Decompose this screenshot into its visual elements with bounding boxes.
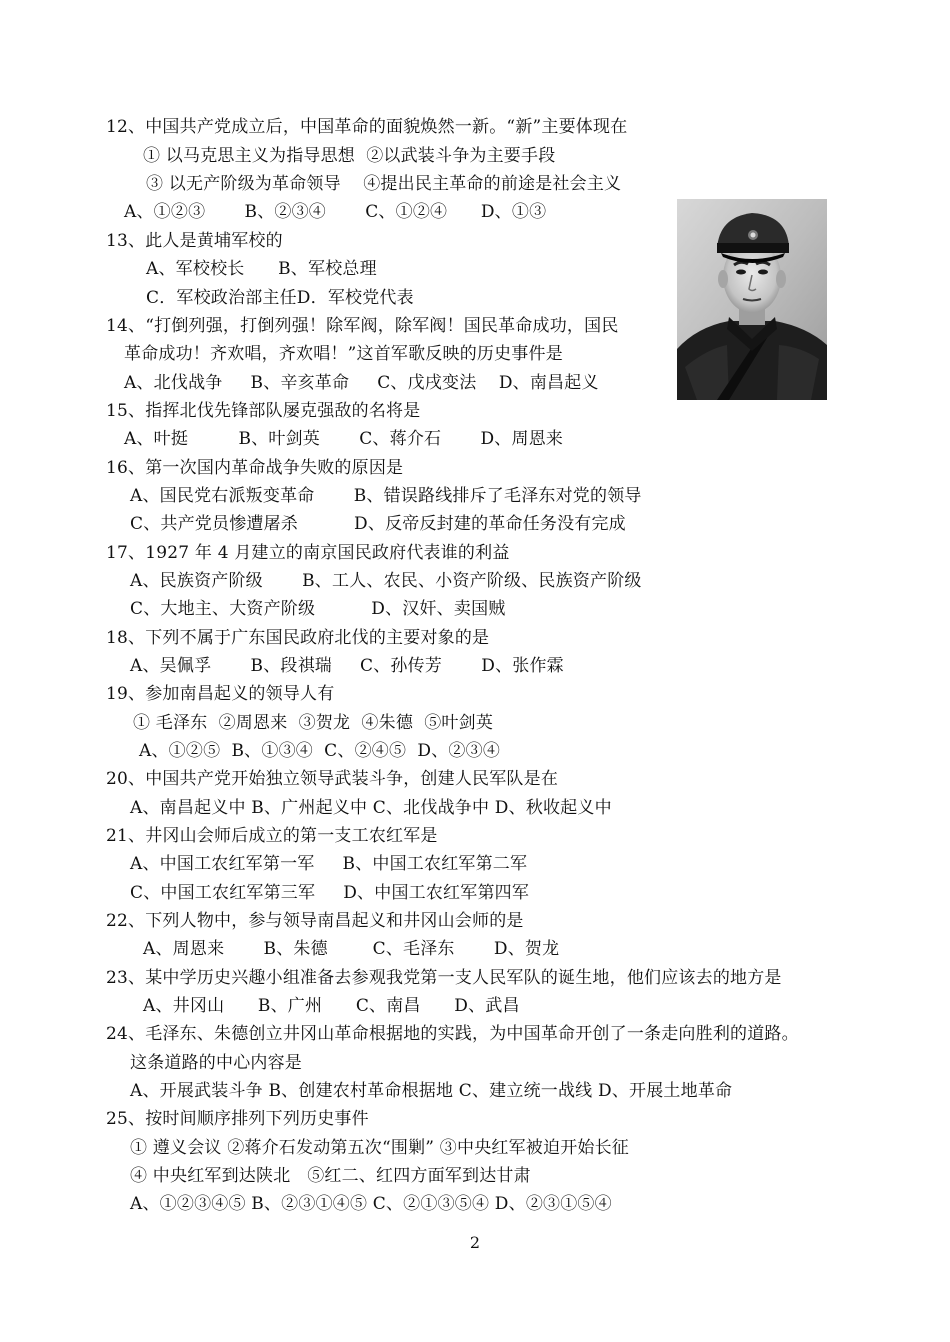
q22-options: A、周恩来 B、朱德 C、毛泽东 D、贺龙 bbox=[143, 939, 560, 959]
q18-options: A、吴佩孚 B、段祺瑞 C、孙传芳 D、张作霖 bbox=[130, 656, 564, 676]
q13-stem: 13、此人是黄埔军校的 bbox=[106, 231, 283, 251]
q15-stem: 15、指挥北伐先锋部队屡克强敌的名将是 bbox=[106, 401, 421, 421]
q16-options-cd: C、共产党员惨遭屠杀 D、反帝反封建的革命任务没有完成 bbox=[130, 514, 626, 534]
q14-stem-line2: 革命成功！齐欢唱，齐欢唱！”这首军歌反映的历史事件是 bbox=[124, 344, 563, 364]
page-number: 2 bbox=[469, 1233, 481, 1252]
q12-options: A、①②③ B、②③④ C、①②④ D、①③ bbox=[124, 202, 547, 222]
q25-items-4-5: ④ 中央红军到达陕北 ⑤红二、红四方面军到达甘肃 bbox=[130, 1166, 531, 1186]
q12-item-1-2: ① 以马克思主义为指导思想 ②以武装斗争为主要手段 bbox=[143, 146, 556, 166]
q12-item-3-4: ③ 以无产阶级为革命领导 ④提出民主革命的前途是社会主义 bbox=[146, 174, 622, 194]
q19-items: ① 毛泽东 ②周恩来 ③贺龙 ④朱德 ⑤叶剑英 bbox=[133, 713, 494, 733]
q20-options: A、南昌起义中 B、广州起义中 C、北伐战争中 D、秋收起义中 bbox=[130, 798, 612, 818]
q21-options-ab: A、中国工农红军第一军 B、中国工农红军第二军 bbox=[130, 854, 528, 874]
q23-stem: 23、某中学历史兴趣小组准备去参观我党第一支人民军队的诞生地，他们应该去的地方是 bbox=[106, 968, 782, 988]
q18-stem: 18、下列不属于广东国民政府北伐的主要对象的是 bbox=[106, 628, 490, 648]
q21-stem: 21、井冈山会师后成立的第一支工农红军是 bbox=[106, 826, 438, 846]
q16-options-ab: A、国民党右派叛变革命 B、错误路线排斥了毛泽东对党的领导 bbox=[130, 486, 642, 506]
q22-stem: 22、下列人物中，参与领导南昌起义和井冈山会师的是 bbox=[106, 911, 524, 931]
q13-options-cd: C．军校政治部主任D．军校党代表 bbox=[146, 288, 414, 308]
q25-items-1-3: ① 遵义会议 ②蒋介石发动第五次“围剿” ③中央红军被迫开始长征 bbox=[130, 1138, 629, 1158]
q12-stem: 12、中国共产党成立后，中国革命的面貌焕然一新。“新”主要体现在 bbox=[106, 117, 628, 137]
q24-stem-line2: 这条道路的中心内容是 bbox=[130, 1053, 302, 1073]
q20-stem: 20、中国共产党开始独立领导武装斗争，创建人民军队是在 bbox=[106, 769, 559, 789]
q21-options-cd: C、中国工农红军第三军 D、中国工农红军第四军 bbox=[130, 883, 530, 903]
q24-options: A、开展武装斗争 B、创建农村革命根据地 C、建立统一战线 D、开展土地革命 bbox=[130, 1081, 733, 1101]
q19-stem: 19、参加南昌起义的领导人有 bbox=[106, 684, 335, 704]
q25-options: A、①②③④⑤ B、②③①④⑤ C、②①③⑤④ D、②③①⑤④ bbox=[130, 1194, 612, 1214]
q23-options: A、井冈山 B、广州 C、南昌 D、武昌 bbox=[143, 996, 520, 1016]
q19-options: A、①②⑤ B、①③④ C、②④⑤ D、②③④ bbox=[139, 741, 501, 761]
q17-stem: 17、1927 年 4 月建立的南京国民政府代表谁的利益 bbox=[106, 543, 510, 563]
q17-options-cd: C、大地主、大资产阶级 D、汉奸、卖国贼 bbox=[130, 599, 506, 619]
q14-options: A、北伐战争 B、辛亥革命 C、戊戌变法 D、南昌起义 bbox=[124, 373, 599, 393]
q15-options: A、叶挺 B、叶剑英 C、蒋介石 D、周恩来 bbox=[124, 429, 564, 449]
q17-options-ab: A、民族资产阶级 B、工人、农民、小资产阶级、民族资产阶级 bbox=[130, 571, 642, 591]
portrait-photo bbox=[677, 199, 827, 400]
q25-stem: 25、按时间顺序排列下列历史事件 bbox=[106, 1109, 369, 1129]
portrait-illustration bbox=[677, 199, 827, 400]
q16-stem: 16、第一次国内革命战争失败的原因是 bbox=[106, 458, 404, 478]
q13-options-ab: A、军校校长 B、军校总理 bbox=[146, 259, 377, 279]
q24-stem-line1: 24、毛泽东、朱德创立井冈山革命根据地的实践，为中国革命开创了一条走向胜利的道路。 bbox=[106, 1024, 799, 1044]
q14-stem-line1: 14、“打倒列强，打倒列强！除军阀，除军阀！国民革命成功，国民 bbox=[106, 316, 619, 336]
